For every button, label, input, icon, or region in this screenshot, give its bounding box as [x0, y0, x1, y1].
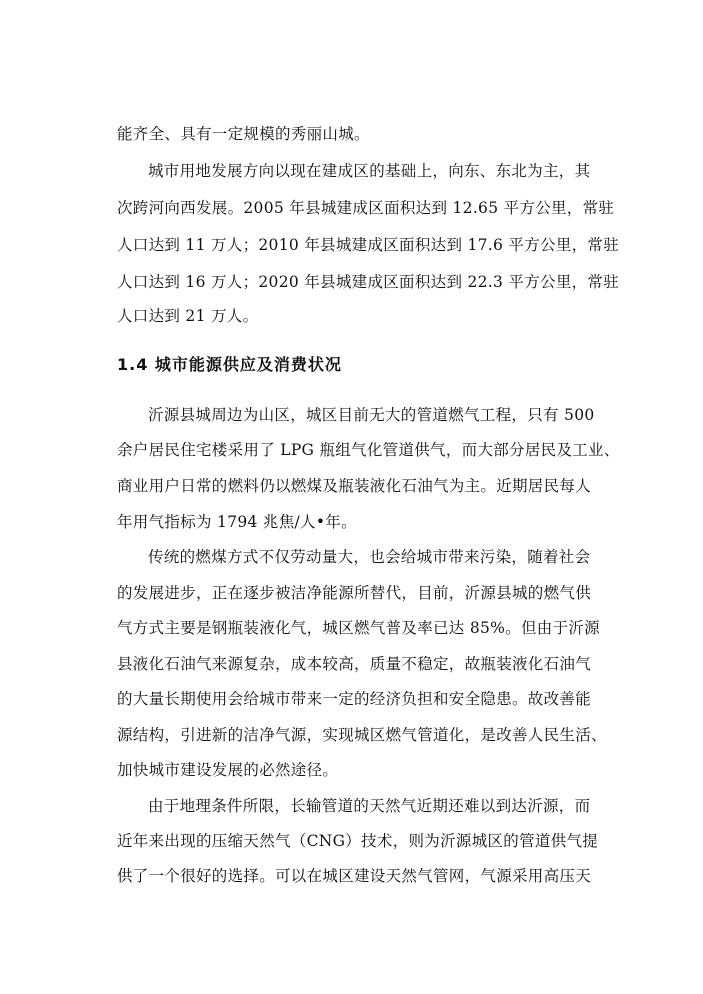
text-line: 县液化石油气来源复杂，成本较高，质量不稳定，故瓶装液化石油气 — [117, 655, 592, 673]
text-line: 供了一个很好的选择。可以在城区建设天然气管网，气源采用高压天 — [117, 867, 592, 885]
text-line: 近年来出现的压缩天然气（CNG）技术，则为沂源城区的管道供气提 — [117, 832, 599, 850]
text-line: 能齐全、具有一定规模的秀丽山城。 — [117, 125, 370, 143]
text-line: 源结构，引进新的洁净气源，实现城区燃气管道化，是改善人民生活、 — [117, 726, 607, 744]
text-line: 余户居民住宅楼采用了 LPG 瓶组气化管道供气，而大部分居民及工业、 — [117, 441, 620, 459]
text-line: 气方式主要是钢瓶装液化气，城区燃气普及率已达 85%。但由于沂源 — [117, 619, 600, 637]
text-line: 加快城市建设发展的必然途径。 — [117, 761, 339, 779]
section-heading: 1.4 城市能源供应及消费状况 — [117, 355, 342, 374]
text-line: 年用气指标为 1794 兆焦/人•年。 — [117, 513, 357, 531]
text-line: 城市用地发展方向以现在建成区的基础上，向东、东北为主，其 — [148, 162, 591, 180]
text-line: 人口达到 11 万人；2010 年县城建成区面积达到 17.6 平方公里，常驻 — [117, 236, 620, 254]
text-line: 由于地理条件所限，长输管道的天然气近期还难以到达沂源，而 — [148, 797, 591, 815]
text-line: 的大量长期使用会给城市带来一定的经济负担和安全隐患。故改善能 — [117, 690, 592, 708]
text-line: 的发展进步，正在逐步被洁净能源所替代，目前，沂源县城的燃气供 — [117, 584, 592, 602]
text-line: 次跨河向西发展。2005 年县城建成区面积达到 12.65 平方公里，常驻 — [117, 199, 615, 217]
text-line: 人口达到 21 万人。 — [117, 307, 259, 325]
text-line: 人口达到 16 万人；2020 年县城建成区面积达到 22.3 平方公里，常驻 — [117, 273, 620, 291]
text-line: 沂源县城周边为山区，城区目前无大的管道燃气工程，只有 500 — [148, 406, 595, 424]
text-line: 商业用户日常的燃料仍以燃煤及瓶装液化石油气为主。近期居民每人 — [117, 477, 592, 495]
text-line: 传统的燃煤方式不仅劳动量大，也会给城市带来污染，随着社会 — [148, 548, 591, 566]
